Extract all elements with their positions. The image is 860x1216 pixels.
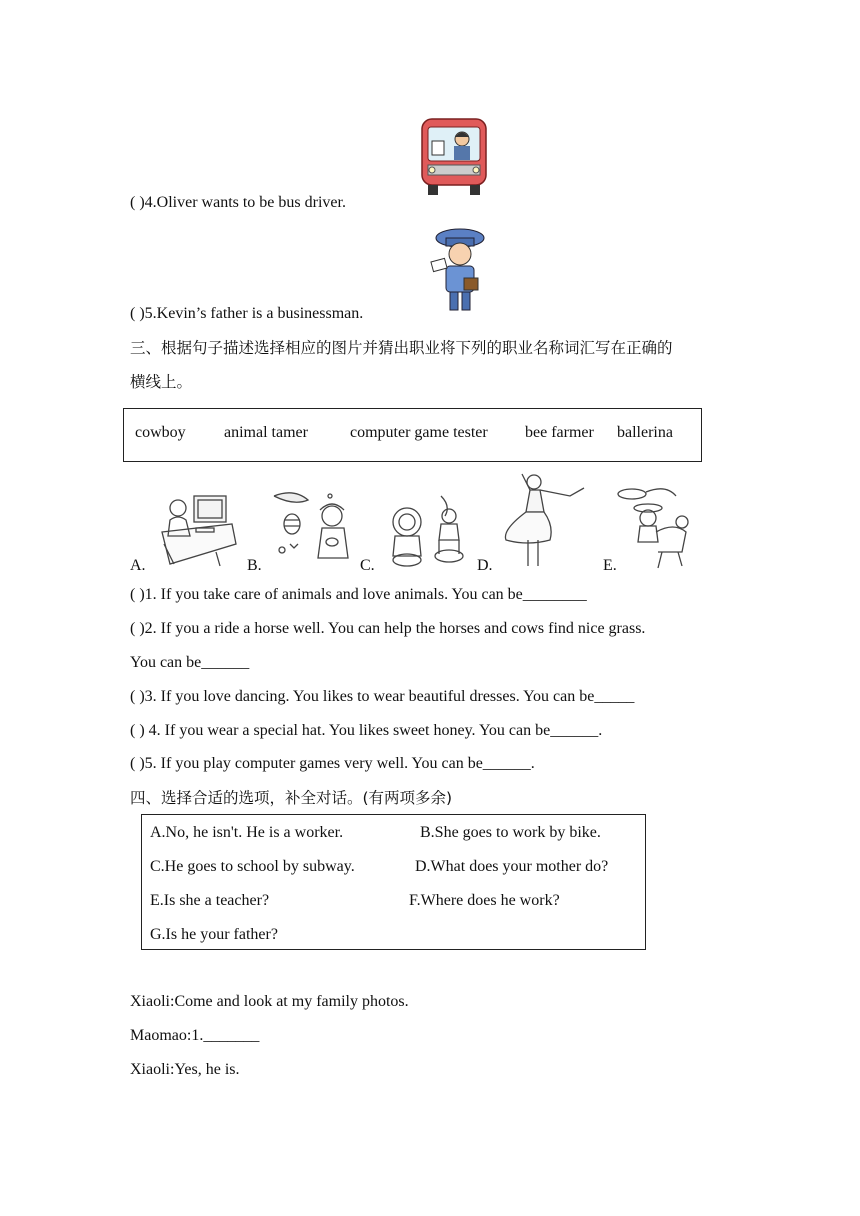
- section-3-question-4: ( ) 4. If you wear a special hat. You likes sweet honey. You can be______.: [130, 722, 603, 739]
- dialogue-line-2: Maomao:1._______: [130, 1027, 260, 1044]
- option-a: A.No, he isn't. He is a worker.: [150, 824, 344, 841]
- section-3-title-line-1: 三、根据句子描述选择相应的图片并猜出职业将下列的职业名称词汇写在正确的: [130, 339, 673, 357]
- section-3-question-2: ( )2. If you a ride a horse well. You can help the horses and cows find nice grass.: [130, 620, 646, 637]
- option-c: C.He goes to school by subway.: [150, 858, 355, 875]
- bus-driver-picture: [418, 115, 490, 197]
- picture-b-bee-farmer: [270, 488, 356, 568]
- option-b: B.She goes to work by bike.: [420, 824, 601, 841]
- section-3-question-5: ( )5. If you play computer games very well. You can be______.: [130, 755, 535, 772]
- picture-label-e: E.: [603, 557, 617, 574]
- picture-d-ballerina: [500, 470, 590, 572]
- option-g: G.Is he your father?: [150, 926, 278, 943]
- dialogue-line-1: Xiaoli:Come and look at my family photos.: [130, 993, 409, 1010]
- word-ballerina: ballerina: [617, 424, 673, 441]
- picture-label-d: D.: [477, 557, 493, 574]
- picture-a-computer-tester: [158, 492, 238, 568]
- picture-label-b: B.: [247, 557, 262, 574]
- word-bee-farmer: bee farmer: [525, 424, 594, 441]
- question-4: ( )4.Oliver wants to be bus driver.: [130, 194, 346, 211]
- picture-e-cowboy: [612, 486, 698, 572]
- section-3-question-3: ( )3. If you love dancing. You likes to wear beautiful dresses. You can be_____: [130, 688, 635, 705]
- dialogue-line-3: Xiaoli:Yes, he is.: [130, 1061, 240, 1078]
- option-e: E.Is she a teacher?: [150, 892, 270, 909]
- option-f: F.Where does he work?: [409, 892, 560, 909]
- option-d: D.What does your mother do?: [415, 858, 609, 875]
- picture-label-c: C.: [360, 557, 375, 574]
- section-3-question-1: ( )1. If you take care of animals and love animals. You can be________: [130, 586, 587, 603]
- section-3-title-line-2: 横线上。: [130, 373, 193, 391]
- picture-label-a: A.: [130, 557, 146, 574]
- word-cowboy: cowboy: [135, 424, 186, 441]
- word-animal-tamer: animal tamer: [224, 424, 308, 441]
- section-4-title: 四、选择合适的选项，补全对话。(有两项多余): [130, 789, 453, 807]
- section-3-question-2-continued: You can be______: [130, 654, 250, 671]
- postman-picture: [426, 226, 488, 314]
- question-5: ( )5.Kevin’s father is a businessman.: [130, 305, 364, 322]
- picture-c-animal-tamer: [385, 492, 479, 572]
- word-computer-game-tester: computer game tester: [350, 424, 488, 441]
